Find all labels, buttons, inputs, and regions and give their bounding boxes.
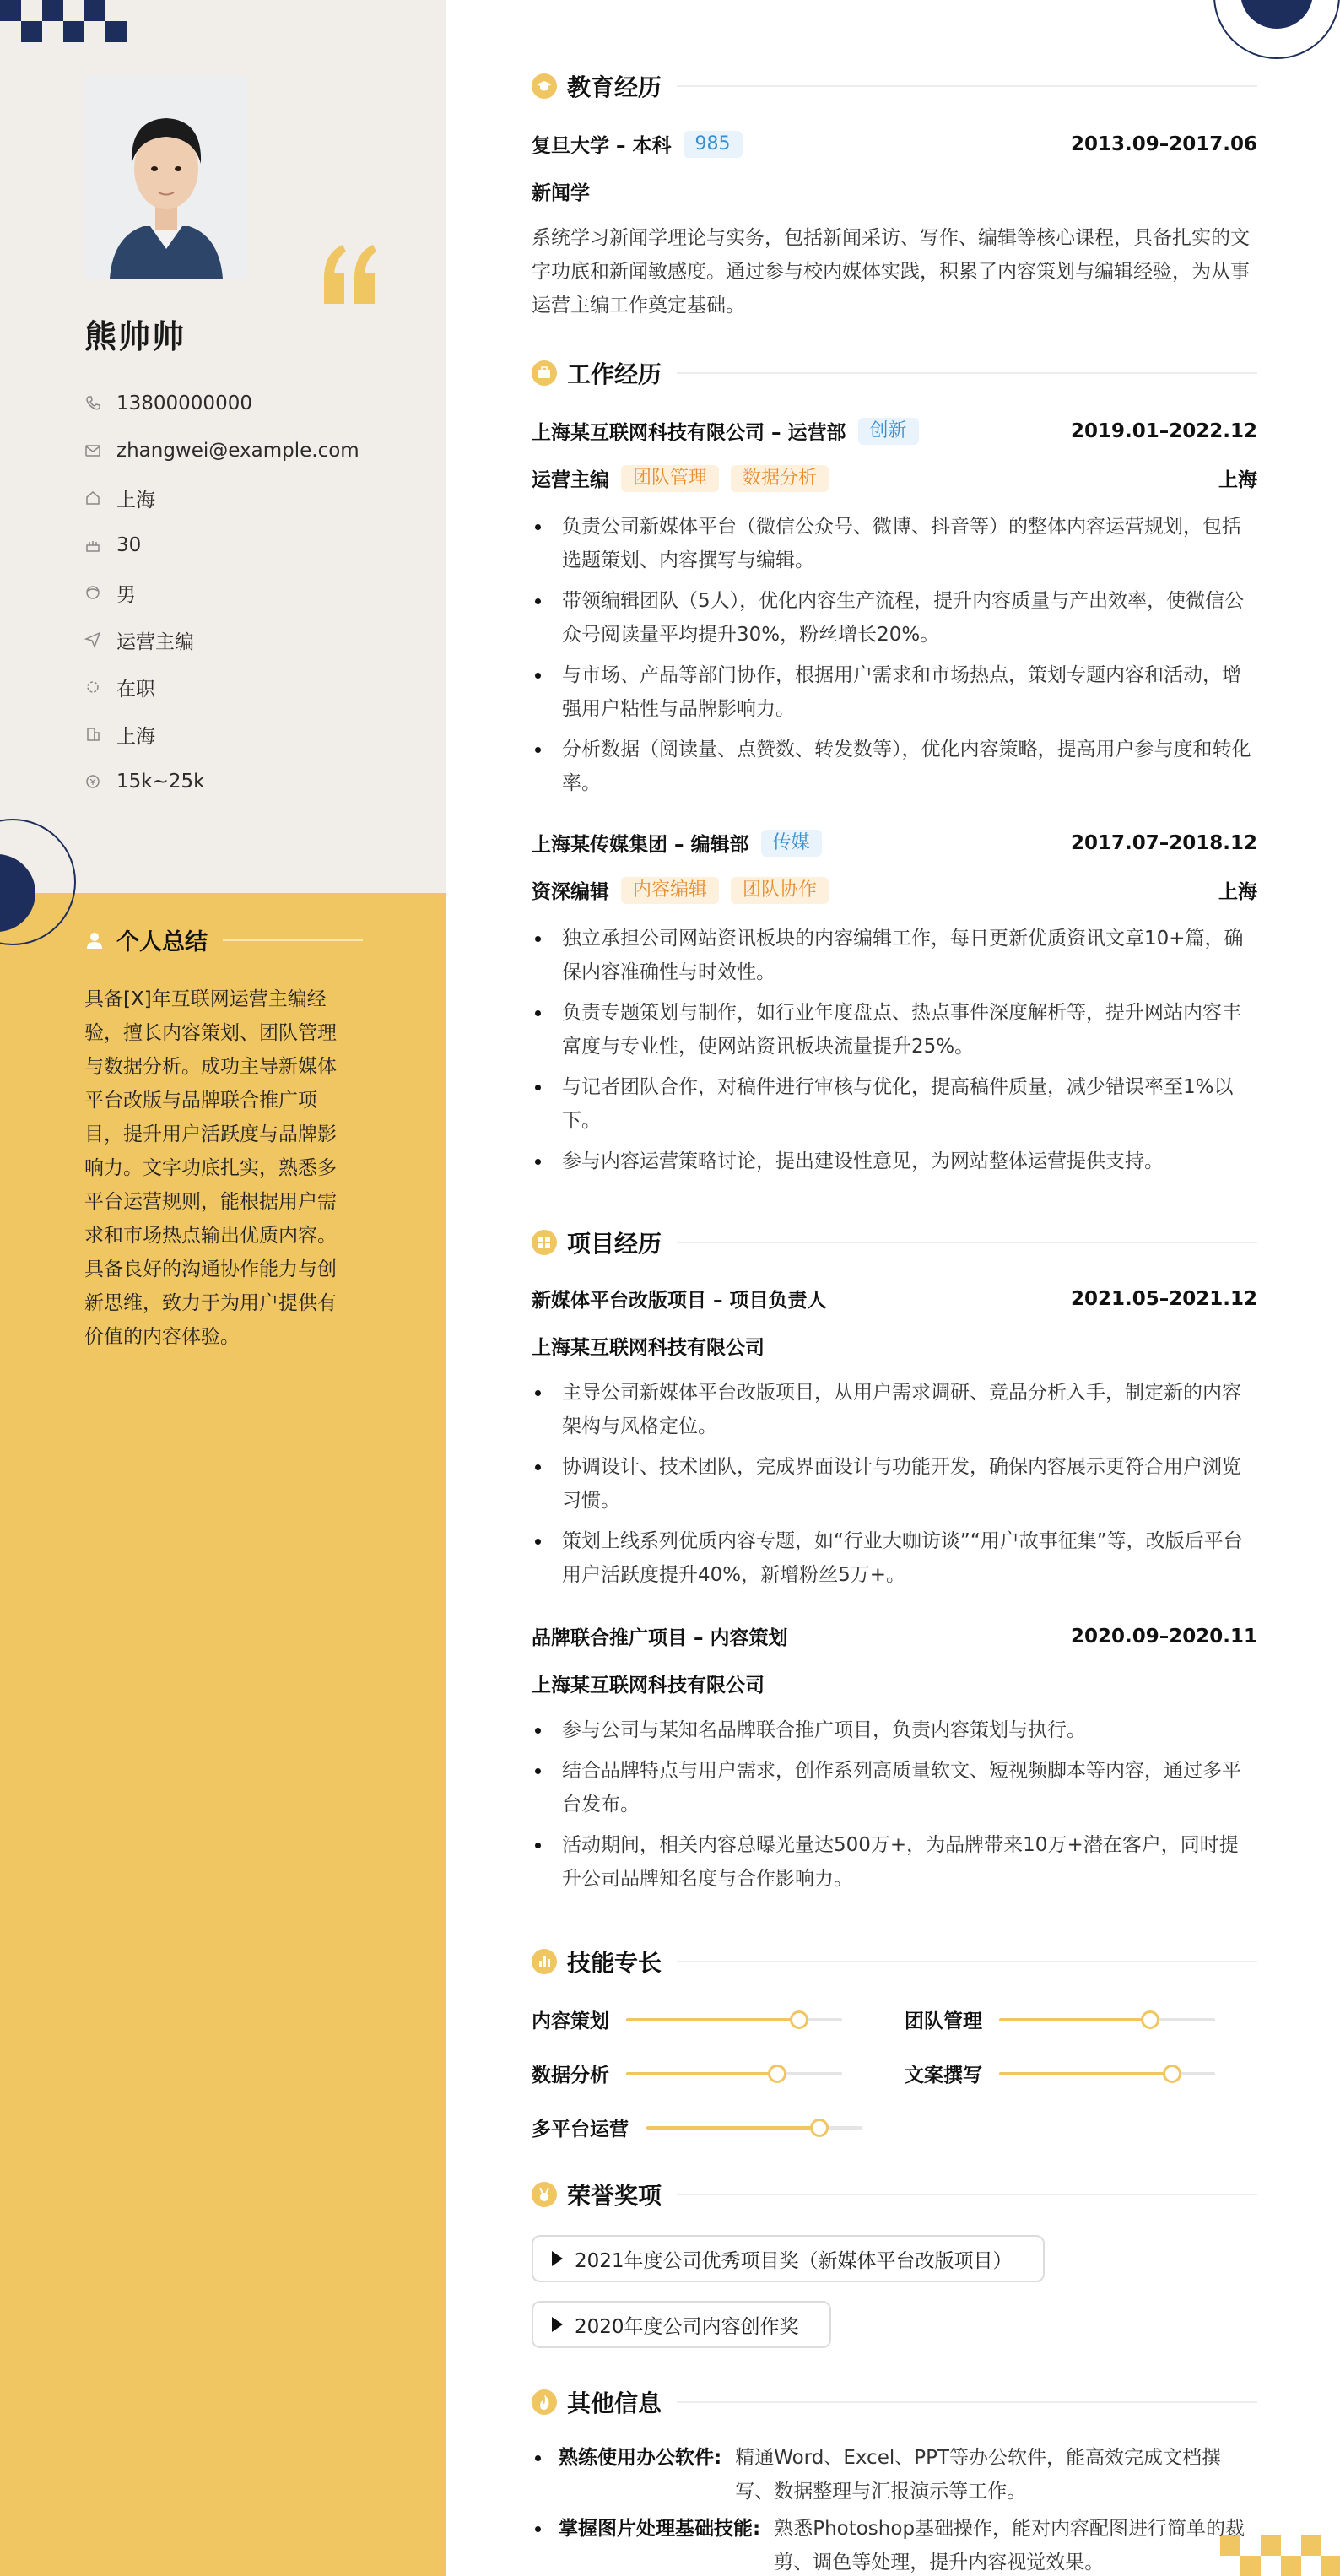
project-name: 新媒体平台改版项目 – 项目负责人 bbox=[532, 1290, 827, 1312]
job-date: 2019.01–2022.12 bbox=[1070, 419, 1257, 442]
divider bbox=[677, 1242, 1257, 1243]
list-item: 结合品牌特点与用户需求，创作系列高质量软文、短视频脚本等内容，通过多平台发布。 bbox=[532, 1754, 1257, 1821]
list-item: 策划上线系列优质内容专题，如“行业大咖访谈”“用户故事征集”等，改版后平台用户活跃度提升40%，新增粉丝5万+。 bbox=[532, 1524, 1257, 1592]
contact-gender: 男 bbox=[84, 569, 359, 616]
contact-position: 运营主编 bbox=[84, 616, 359, 663]
project-org: 上海某互联网科技有限公司 bbox=[532, 1675, 765, 1697]
list-item: 活动期间，相关内容总曝光量达500万+，为品牌带来10万+潜在客户，同时提升公司品牌知名度与合作影响力。 bbox=[532, 1828, 1257, 1896]
projects-header: 项目经历 bbox=[532, 1226, 1257, 1259]
building-icon bbox=[84, 726, 101, 743]
skill-item: 团队管理 bbox=[905, 2005, 1215, 2033]
skill-bar bbox=[646, 2126, 862, 2130]
project-2-header bbox=[532, 1622, 1257, 1650]
home-icon bbox=[84, 490, 101, 506]
job-2-header bbox=[532, 829, 1257, 857]
job-company: 上海某互联网科技有限公司 – 运营部 bbox=[532, 422, 846, 444]
award-item[interactable]: 2021年度公司优秀项目奖（新媒体平台改版项目） bbox=[532, 2235, 1045, 2282]
summary-header: 个人总结 bbox=[84, 923, 363, 956]
skill-item: 多平台运营 bbox=[532, 2113, 862, 2141]
major: 新闻学 bbox=[532, 182, 590, 204]
list-item: 与市场、产品等部门协作，根据用户需求和市场热点，策划专题内容和活动，增强用户粘性与品牌影响力。 bbox=[532, 658, 1257, 726]
project-org: 上海某互联网科技有限公司 bbox=[532, 1337, 765, 1359]
contact-status: 在职 bbox=[84, 663, 359, 711]
job-city: 上海 bbox=[1218, 469, 1257, 491]
list-item: 分析数据（阅读量、点赞数、转发数等），优化内容策略，提高用户参与度和转化率。 bbox=[532, 733, 1257, 800]
graduation-cap-icon bbox=[532, 73, 557, 99]
project-name: 品牌联合推广项目 – 内容策划 bbox=[532, 1627, 788, 1649]
contact-salary: 15k~25k bbox=[84, 758, 359, 805]
project-date: 2021.05–2021.12 bbox=[1070, 1287, 1257, 1310]
salary-icon bbox=[84, 773, 101, 790]
education-header: 教育经历 bbox=[532, 69, 1257, 103]
briefcase-icon bbox=[532, 360, 557, 386]
contact-location: 上海 bbox=[84, 474, 359, 522]
avatar bbox=[84, 76, 248, 279]
project-1-org-row bbox=[532, 1332, 1257, 1360]
job-tag: 传媒 bbox=[761, 830, 822, 857]
medal-icon bbox=[532, 2182, 557, 2207]
school-name: 复旦大学 – 本科 bbox=[532, 135, 672, 157]
skill-tag: 数据分析 bbox=[731, 465, 829, 492]
education-school-row bbox=[532, 130, 1257, 158]
summary-text: 具备[X]年互联网运营主编经验，擅长内容策划、团队管理与数据分析。成功主导新媒体平台改版与品牌联合推广项目，提升用户活跃度与品牌影响力。文字功底扎实，熟悉多平台运营规则，能根据用户需求和市场热点输出优质内容。具备良好的沟通协作能力与创新思维，致力于为用户提供有价值的内容体验。 bbox=[84, 988, 337, 1348]
list-item: 负责公司新媒体平台（微信公众号、微博、抖音等）的整体内容运营规划，包括选题策划、内容撰写与编辑。 bbox=[532, 510, 1257, 577]
job-2-bullets bbox=[532, 922, 1257, 1185]
project-2-org-row bbox=[532, 1670, 1257, 1697]
job-company: 上海某传媒集团 – 编辑部 bbox=[532, 834, 749, 856]
skill-bar bbox=[999, 2018, 1215, 2021]
job-role: 运营主编 bbox=[532, 469, 609, 491]
divider bbox=[677, 2194, 1257, 2195]
sidebar bbox=[0, 0, 446, 2576]
skill-tag: 团队协作 bbox=[731, 877, 829, 904]
skill-item: 内容策划 bbox=[532, 2005, 842, 2033]
skill-bar bbox=[999, 2072, 1215, 2075]
list-item: 掌握图片处理基础技能: 熟悉Photoshop基础操作，能对内容配图进行简单的裁剪、调色等处理，提升内容视觉效果。 bbox=[532, 2512, 1257, 2576]
job-1-header bbox=[532, 417, 1257, 445]
bar-chart-icon bbox=[532, 1949, 557, 1974]
list-item: 参与公司与某知名品牌联合推广项目，负责内容策划与执行。 bbox=[532, 1713, 1257, 1747]
job-1-role-row bbox=[532, 464, 1257, 492]
education-desc: 系统学习新闻学理论与实务，包括新闻采访、写作、编辑等核心课程，具备扎实的文字功底和新闻敏感度。通过参与校内媒体实践，积累了内容策划与编辑经验，为从事运营主编工作奠定基础。 bbox=[532, 227, 1250, 317]
contact-age: 30 bbox=[84, 522, 359, 569]
list-item: 带领编辑团队（5人），优化内容生产流程，提升内容质量与产出效率，使微信公众号阅读量平均提升30%，粉丝增长20%。 bbox=[532, 584, 1257, 652]
contact-city: 上海 bbox=[84, 711, 359, 758]
user-icon bbox=[84, 930, 105, 950]
contact-list bbox=[84, 380, 359, 805]
status-icon bbox=[84, 679, 101, 695]
divider bbox=[677, 85, 1257, 87]
checker-decoration bbox=[0, 0, 127, 42]
play-icon bbox=[552, 2251, 563, 2266]
contact-phone: 13800000000 bbox=[84, 380, 359, 427]
flame-icon bbox=[532, 2389, 557, 2415]
list-item: 独立承担公司网站资讯板块的内容编辑工作，每日更新优质资讯文章10+篇，确保内容准确性与时效性。 bbox=[532, 922, 1257, 989]
skills-header: 技能专长 bbox=[532, 1945, 1257, 1978]
skill-item: 数据分析 bbox=[532, 2059, 842, 2087]
contact-email: zhangwei@example.com bbox=[84, 427, 359, 474]
list-item: 主导公司新媒体平台改版项目，从用户需求调研、竞品分析入手，制定新的内容架构与风格定位。 bbox=[532, 1376, 1257, 1443]
person-name: 熊帅帅 bbox=[84, 318, 186, 355]
cake-icon bbox=[84, 537, 101, 554]
job-date: 2017.07–2018.12 bbox=[1070, 831, 1257, 854]
grid-icon bbox=[532, 1230, 557, 1255]
awards-header: 荣誉奖项 bbox=[532, 2178, 1257, 2211]
project-2-bullets bbox=[532, 1713, 1257, 1902]
skill-tag: 团队管理 bbox=[621, 465, 719, 492]
main-content bbox=[446, 0, 1340, 2576]
play-icon bbox=[552, 2317, 563, 2332]
divider bbox=[223, 939, 363, 941]
education-date: 2013.09–2017.06 bbox=[1070, 133, 1257, 155]
gender-icon bbox=[84, 584, 101, 601]
education-major-row bbox=[532, 177, 1257, 205]
skill-item: 文案撰写 bbox=[905, 2059, 1215, 2087]
other-header: 其他信息 bbox=[532, 2385, 1257, 2419]
email-icon bbox=[84, 442, 101, 459]
skill-bar bbox=[626, 2072, 842, 2075]
send-icon bbox=[84, 631, 101, 648]
list-item: 熟练使用办公软件: 精通Word、Excel、PPT等办公软件，能高效完成文档撰写、数据整理与汇报演示等工作。 bbox=[532, 2441, 1257, 2508]
skill-tag: 内容编辑 bbox=[621, 877, 719, 904]
job-2-role-row bbox=[532, 876, 1257, 904]
school-tag: 985 bbox=[684, 131, 743, 158]
divider bbox=[677, 372, 1257, 374]
skill-bar bbox=[626, 2018, 842, 2021]
other-list bbox=[532, 2441, 1257, 2576]
list-item: 参与内容运营策略讨论，提出建设性意见，为网站整体运营提供支持。 bbox=[532, 1145, 1257, 1178]
job-city: 上海 bbox=[1218, 881, 1257, 903]
job-role: 资深编辑 bbox=[532, 881, 609, 903]
quote-icon bbox=[317, 245, 381, 304]
project-date: 2020.09–2020.11 bbox=[1070, 1625, 1257, 1648]
list-item: 与记者团队合作，对稿件进行审核与优化，提高稿件质量，减少错误率至1%以下。 bbox=[532, 1070, 1257, 1138]
project-1-bullets bbox=[532, 1376, 1257, 1599]
divider bbox=[677, 1961, 1257, 1962]
award-item[interactable]: 2020年度公司内容创作奖 bbox=[532, 2301, 831, 2348]
project-1-header bbox=[532, 1285, 1257, 1312]
divider bbox=[677, 2401, 1257, 2403]
work-header: 工作经历 bbox=[532, 356, 1257, 390]
phone-icon bbox=[84, 395, 101, 412]
job-1-bullets bbox=[532, 510, 1257, 807]
job-tag: 创新 bbox=[858, 418, 919, 445]
list-item: 负责专题策划与制作，如行业年度盘点、热点事件深度解析等，提升网站内容丰富度与专业性，使网站资讯板块流量提升25%。 bbox=[532, 996, 1257, 1063]
list-item: 协调设计、技术团队，完成界面设计与功能开发，确保内容展示更符合用户浏览习惯。 bbox=[532, 1450, 1257, 1518]
